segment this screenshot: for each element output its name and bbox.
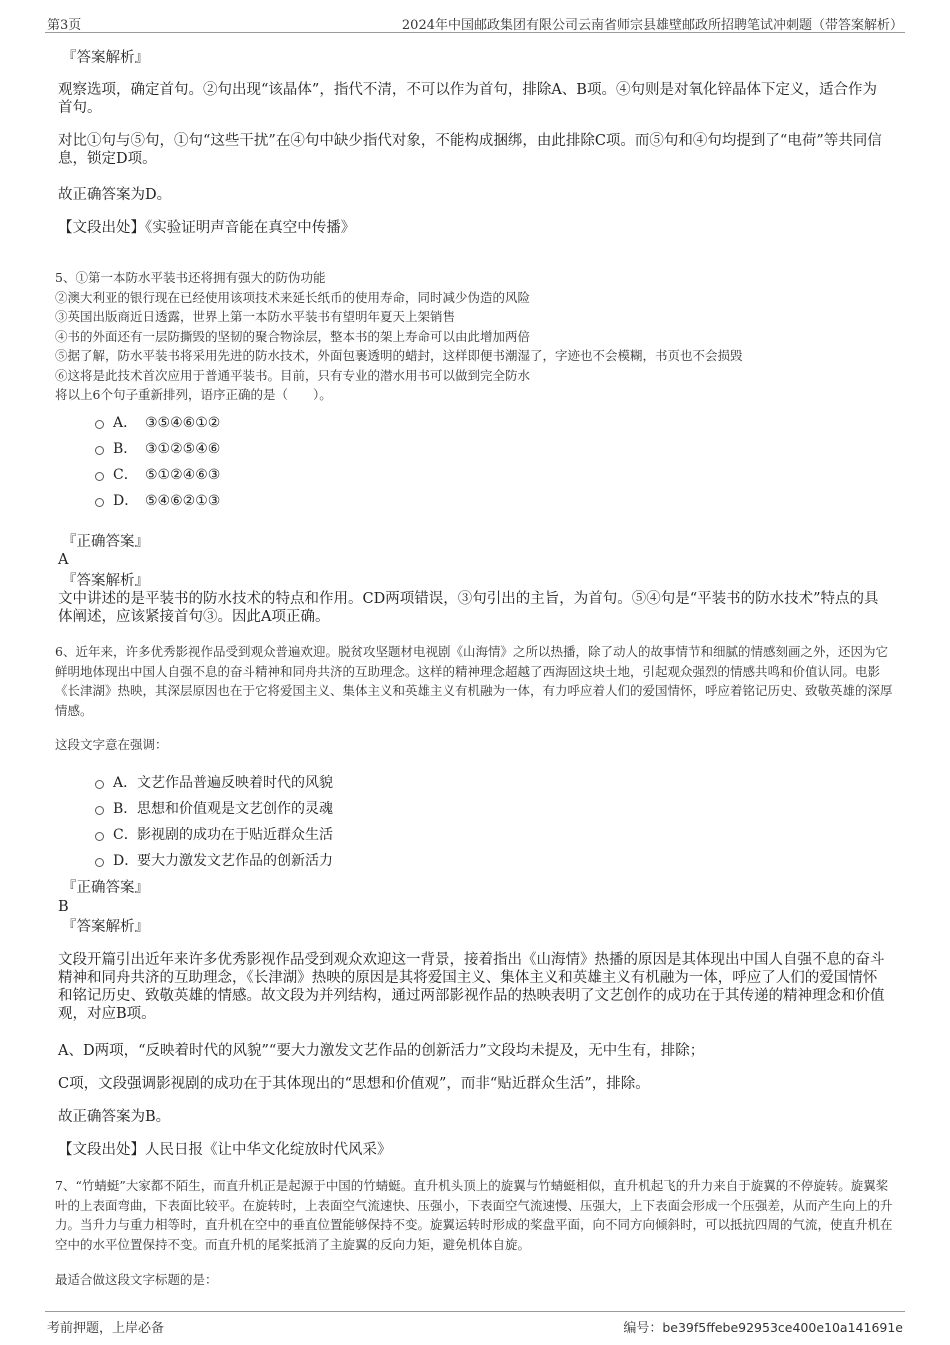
- q5-question: 将以上6个句子重新排列，语序正确的是（ ）。: [55, 387, 332, 402]
- q6-answer-heading: 『正确答案』: [62, 880, 149, 896]
- q4-analysis-p2: 对比①句与⑤句，①句“这些干扰”在④句中缺少指代对象，不能构成捆绑，由此排除C项。而⑤句和④句均提到了“电荷”等共同信息，锁定D项。: [58, 133, 882, 167]
- q5-option-b[interactable]: [95, 440, 220, 458]
- q5-line: ④书的外面还有一层防撕毁的坚韧的聚合物涂层，整本书的架上寿命可以由此增加两倍: [55, 328, 531, 344]
- document-title: 2024年中国邮政集团有限公司云南省师宗县雄壁邮政所招聘笔试冲刺题（带答案解析）: [401, 18, 903, 33]
- q6-analysis-heading: 『答案解析』: [62, 919, 149, 935]
- radio-button[interactable]: [95, 832, 104, 841]
- q6-analysis-p2: A、D两项，“反映着时代的风貌”“要大力激发文艺作品的创新活力”文段均未提及，无中生有，排除；: [58, 1043, 705, 1059]
- q6-analysis-p1: 文段开篇引出近年来许多优秀影视作品受到观众欢迎这一背景，接着指出《山海情》热播的原因是其体现出中国人自强不息的奋斗精神和同舟共济的互助理念，《长津湖》热映的原因是其将爱国主义、集体主义和英雄主义有机融为一体，呼应了人们的爱国情怀和铭记历史、致敬英雄的情感。故文段为并列结构，通过两部影视作品的热映表明了文艺创作的成功在于其传递的精神理念和价值观，对应B项。: [58, 952, 885, 1022]
- option-text: ⑤①②④⑥③: [145, 467, 221, 483]
- option-label: D．: [113, 853, 139, 869]
- page-header: [45, 12, 905, 33]
- footer-slogan: 考前押题，上岸必备: [47, 1321, 165, 1336]
- q6-source: 【文段出处】人民日报《让中华文化绽放时代风采》: [58, 1142, 392, 1158]
- q6-stem: 6、近年来，许多优秀影视作品受到观众普遍欢迎。脱贫攻坚题材电视剧《山海情》之所以热播，除了动人的故事情节和细腻的情感刻画之外，还因为它鲜明地体现出中国人自强不息的奋斗精神和同舟共济的互助理念。这样的精神理念超越了西海固这块土地，引起观众强烈的情感共鸣和价值认同。电影《长津湖》热映，其深层原因也在于它将爱国主义、集体主义和英雄主义有机融为一体，有力呼应着人们的爱国情怀，呼应着铭记历史、致敬英雄的深厚情感。: [55, 644, 893, 718]
- q7-stem: 7、“竹蜻蜓”大家都不陌生，而直升机正是起源于中国的竹蜻蜓。直升机头顶上的旋翼与竹蜻蜓相似，直升机起飞的升力来自于旋翼的不停旋转。旋翼桨叶的上表面弯曲，下表面比较平。在旋转时，上表面空气流速快、压强小，下表面空气流速慢、压强大，上下表面会形成一个压强差，从而产生向上的升力。当升力与重力相等时，直升机在空中的垂直位置能够保持不变。旋翼运转时形成的桨盘平面，向不同方向倾斜时，可以抵抗四周的气流，使直升机在空中的水平位置保持不变。而直升机的尾桨抵消了主旋翼的反向力矩，避免机体自旋。: [55, 1178, 893, 1252]
- radio-button[interactable]: [95, 472, 104, 481]
- q5-line: ③英国出版商近日透露，世界上第一本防水平装书有望明年夏天上架销售: [55, 309, 456, 324]
- option-text: ⑤④⑥②①③: [145, 493, 221, 509]
- q5-line: ⑥这将是此技术首次应用于普通平装书。目前，只有专业的潜水用书可以做到完全防水: [55, 367, 531, 383]
- q5-option-a[interactable]: [95, 414, 220, 432]
- option-label: C．: [113, 467, 138, 483]
- option-label: D．: [113, 493, 139, 509]
- q6-question: 这段文字意在强调：: [55, 737, 168, 752]
- q6-analysis-p3: C项，文段强调影视剧的成功在于其体现出的“思想和价值观”，而非“贴近群众生活”，排除。: [58, 1076, 650, 1092]
- option-label: C．: [113, 827, 138, 843]
- radio-button[interactable]: [95, 446, 104, 455]
- option-label: A．: [113, 775, 138, 791]
- page-footer: [45, 1311, 905, 1336]
- q5-line: 5、①第一本防水平装书还将拥有强大的防伪功能: [55, 270, 326, 285]
- q6-option-d[interactable]: [95, 852, 333, 870]
- q4-analysis-p1: 观察选项，确定首句。②句出现“该晶体”，指代不清，不可以作为首句，排除A、B项。④句则是对氧化锌晶体下定义，适合作为首句。: [58, 82, 877, 116]
- radio-button[interactable]: [95, 498, 104, 507]
- option-label: A．: [113, 415, 138, 431]
- code-value: be39f5ffebe92953ce400e10a141691e: [662, 1320, 903, 1335]
- q7-question: 最适合做这段文字标题的是：: [55, 1272, 218, 1287]
- option-text: 要大力激发文艺作品的创新活力: [137, 853, 333, 869]
- q5-stem: [55, 268, 895, 405]
- q4-source: 【文段出处】《实验证明声音能在真空中传播》: [58, 220, 356, 236]
- radio-button[interactable]: [95, 780, 104, 789]
- radio-button[interactable]: [95, 858, 104, 867]
- q5-option-d[interactable]: [95, 492, 220, 510]
- q5-line: ②澳大利亚的银行现在已经使用该项技术来延长纸币的使用寿命，同时减少伪造的风险: [55, 289, 531, 305]
- q4-conclusion: 故正确答案为D。: [58, 187, 172, 203]
- option-text: 思想和价值观是文艺创作的灵魂: [137, 801, 333, 817]
- option-text: ③⑤④⑥①②: [145, 415, 221, 431]
- document-code: [623, 1317, 903, 1336]
- option-text: 影视剧的成功在于贴近群众生活: [137, 827, 333, 843]
- q6-option-b[interactable]: [95, 800, 333, 818]
- q6-conclusion: 故正确答案为B。: [58, 1109, 171, 1125]
- q5-analysis: 文中讲述的是平装书的防水技术的特点和作用。CD两项错误，③句引出的主旨，为首句。⑤④句是“平装书的防水技术”特点的具体阐述，应该紧接首句③。因此A项正确。: [58, 591, 879, 625]
- option-label: B．: [113, 441, 138, 457]
- q6-option-a[interactable]: [95, 774, 333, 792]
- code-label: 编号：: [623, 1321, 663, 1336]
- radio-button[interactable]: [95, 806, 104, 815]
- q5-answer-heading: 『正确答案』: [62, 534, 149, 550]
- q6-answer: B: [58, 899, 69, 915]
- q5-answer: A: [58, 552, 69, 568]
- q5-analysis-heading: 『答案解析』: [62, 573, 149, 589]
- option-text: 文艺作品普遍反映着时代的风貌: [137, 775, 333, 791]
- page-number: 第3页: [47, 18, 82, 33]
- q5-option-c[interactable]: [95, 466, 220, 484]
- q5-line: ⑤据了解，防水平装书将采用先进的防水技术，外面包裹透明的蜡封，这样即便书潮湿了，字迹也不会模糊，书页也不会损毁: [55, 348, 743, 363]
- q6-option-c[interactable]: [95, 826, 333, 844]
- option-text: ③①②⑤④⑥: [145, 441, 221, 457]
- radio-button[interactable]: [95, 420, 104, 429]
- q4-analysis-heading: 『答案解析』: [62, 50, 149, 66]
- option-label: B．: [113, 801, 138, 817]
